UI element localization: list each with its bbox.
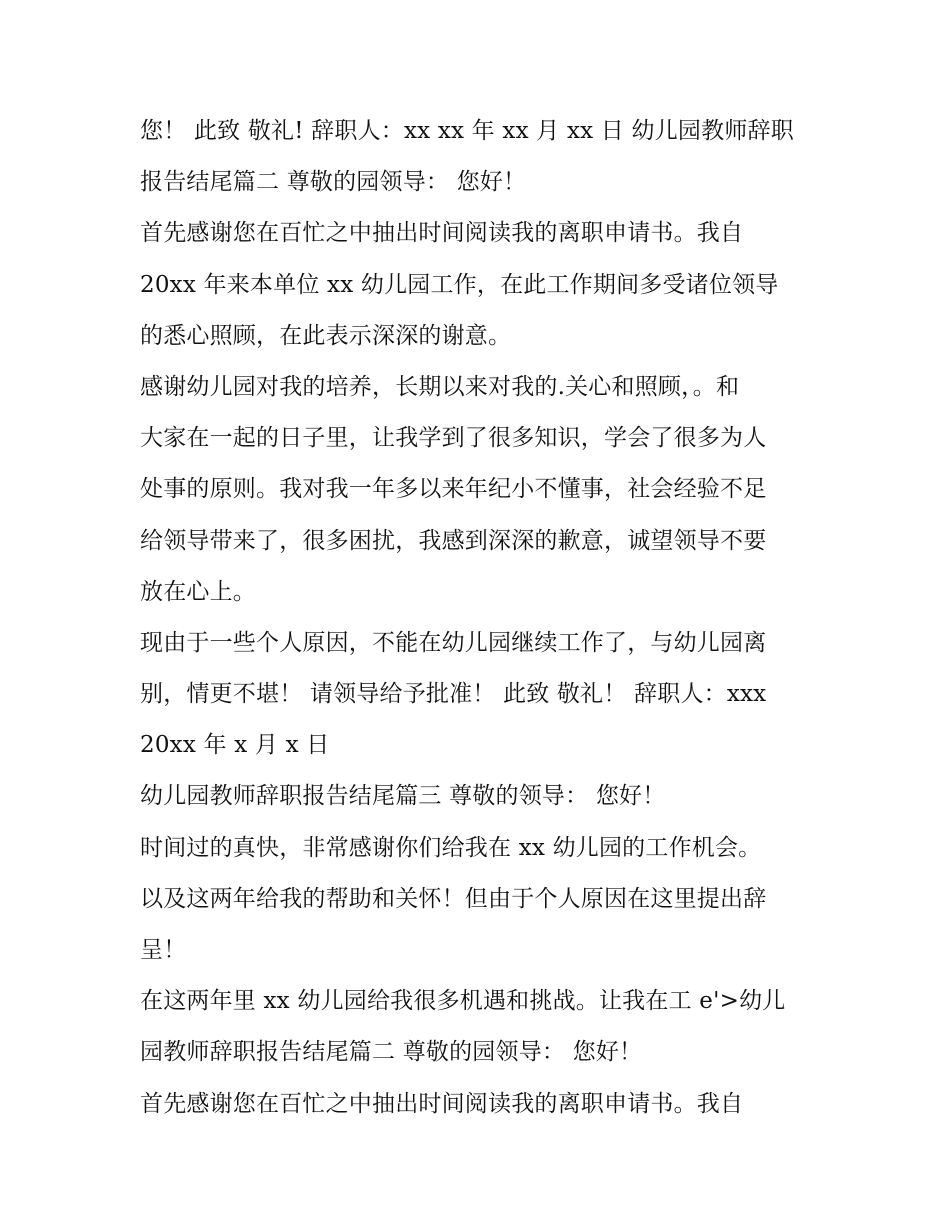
text-line: 大家在一起的日子里，让我学到了很多知识，学会了很多为人 xyxy=(140,425,767,452)
text-line: 给领导带来了，很多困扰，我感到深深的歉意，诚望领导不要 xyxy=(140,527,767,554)
text-line: 报告结尾篇二 尊敬的园领导： 您好！ xyxy=(140,169,527,196)
text-line: 呈！ xyxy=(140,937,187,963)
text-line: 在这两年里 xx 幼儿园给我很多机遇和挑战。让我在工 e'>幼儿 xyxy=(140,988,786,1015)
text-line: 时间过的真快，非常感谢你们给我在 xx 幼儿园的工作机会。 xyxy=(140,834,762,861)
text-line: 别，情更不堪！ 请领导给予批准！ 此致 敬礼！ 辞职人：xxx xyxy=(140,681,767,708)
text-line: 您！ 此致 敬礼! 辞职人：xx xx 年 xx 月 xx 日 幼儿园教师辞职 xyxy=(140,118,794,144)
text-line: 现由于一些个人原因，不能在幼儿园继续工作了，与幼儿园离 xyxy=(140,629,767,656)
text-line: 感谢幼儿园对我的培养，长期以来对我的.关心和照顾，。和 xyxy=(140,373,740,400)
text-line: 首先感谢您在百忙之中抽出时间阅读我的离职申请书。我自 xyxy=(140,1090,744,1117)
document-body xyxy=(140,106,830,1130)
text-line: 20xx 年 x 月 x 日 xyxy=(140,732,330,759)
text-line: 20xx 年来本单位 xx 幼儿园工作，在此工作期间多受诸位领导 xyxy=(140,271,779,298)
text-line: 园教师辞职报告结尾篇二 尊敬的园领导： 您好！ xyxy=(140,1039,643,1066)
text-line: 幼儿园教师辞职报告结尾篇三 尊敬的领导： 您好！ xyxy=(140,783,666,810)
text-line: 处事的原则。我对我一年多以来年纪小不懂事，社会经验不足 xyxy=(140,476,767,503)
text-line: 放在心上。 xyxy=(140,578,256,605)
text-line: 的悉心照顾，在此表示深深的谢意。 xyxy=(140,322,512,349)
text-line: 首先感谢您在百忙之中抽出时间阅读我的离职申请书。我自 xyxy=(140,220,744,247)
text-line: 以及这两年给我的帮助和关怀！但由于个人原因在这里提出辞 xyxy=(140,885,767,912)
